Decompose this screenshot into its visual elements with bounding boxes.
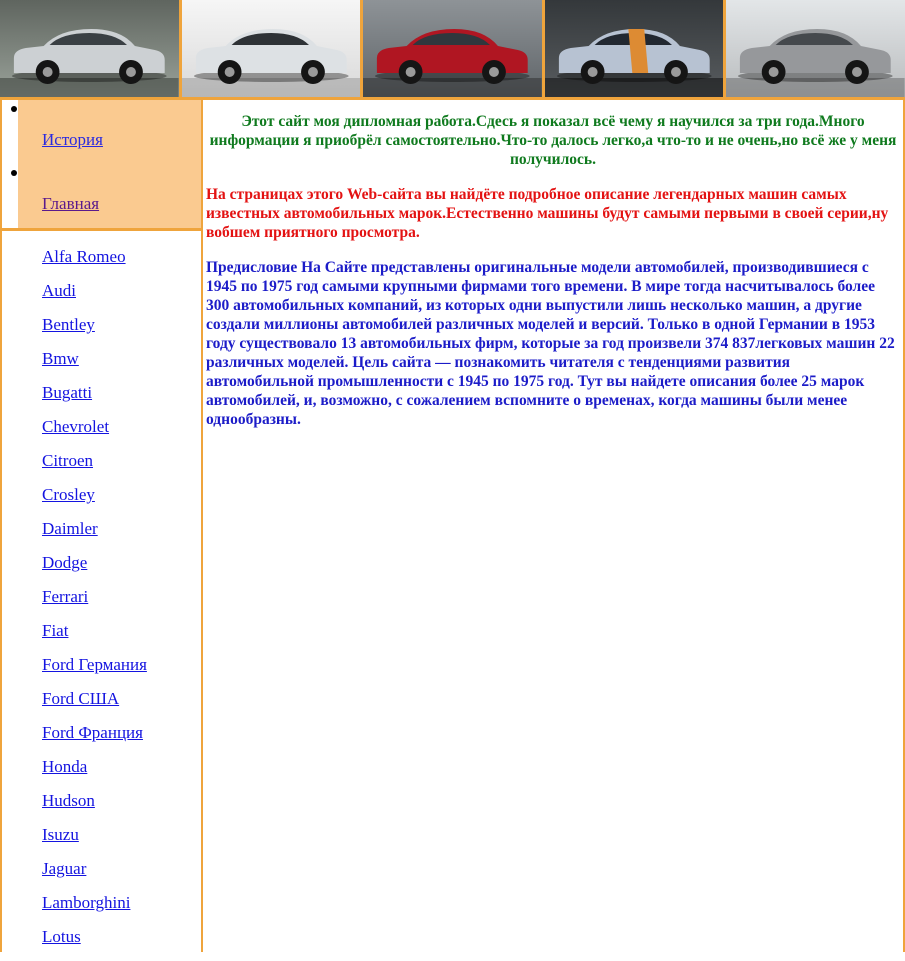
home-links-list (18, 100, 201, 218)
car-photo-banner (0, 0, 905, 100)
sidebar-navigation (0, 100, 203, 952)
sidebar-brand-link[interactable]: Ford Франция (42, 723, 143, 742)
sidebar-brand-link[interactable]: Isuzu (42, 825, 79, 844)
home-list-item (42, 164, 201, 218)
intro-paragraph: Этот сайт моя дипломная работа.Сдесь я показал всё чему я научился за три года.Много информации я приобрёл самостоятельно.Что-то далось легко,а что-то и не очень,но всё же у меня получилось. (209, 113, 897, 168)
brand-list-item (42, 859, 201, 893)
sidebar-brand-link[interactable]: Ferrari (42, 587, 89, 606)
bullet-icon (11, 170, 17, 176)
brand-list-item (42, 485, 201, 519)
brand-links-list (2, 231, 201, 961)
home-list-item (42, 100, 201, 154)
car-illustration (0, 0, 179, 97)
brand-list-item (42, 247, 201, 281)
brand-list-item (42, 281, 201, 315)
car-illustration (545, 0, 724, 97)
sidebar-brand-link[interactable]: Fiat (42, 621, 69, 640)
sidebar-brand-link[interactable]: Ford Германия (42, 655, 147, 674)
brand-list-item (42, 587, 201, 621)
sidebar-brand-link[interactable]: Bentley (42, 315, 95, 334)
sidebar-brand-link[interactable]: Crosley (42, 485, 95, 504)
brand-list-item (42, 689, 201, 723)
main-layout (0, 100, 905, 952)
sidebar-brand-link[interactable]: Daimler (42, 519, 98, 538)
brand-list-item (42, 655, 201, 689)
main-content (203, 100, 905, 952)
sidebar-home-link[interactable]: Главная (42, 194, 100, 213)
sidebar-brand-link[interactable]: Honda (42, 757, 88, 776)
sidebar-brand-link[interactable]: Ford США (42, 689, 120, 708)
sidebar-brand-link[interactable]: Audi (42, 281, 76, 300)
car-illustration (726, 0, 905, 97)
welcome-paragraph: На страницах этого Web-сайта вы найдёте подробное описание легендарных машин самых известных автомобильных марок.Естественно машины будут самыми первыми в своей серии,ну вобшем приятного просмотра. (206, 186, 889, 241)
brand-list-item (42, 315, 201, 349)
sidebar-brand-link[interactable]: Citroen (42, 451, 93, 470)
sidebar-brand-link[interactable]: Hudson (42, 791, 95, 810)
brand-list-item (42, 723, 201, 757)
sidebar-brand-link[interactable]: Dodge (42, 553, 88, 572)
brand-list-item (42, 621, 201, 655)
sidebar-brand-link[interactable]: Bmw (42, 349, 79, 368)
brand-list-item (42, 451, 201, 485)
banner-photo-silver-crossover[interactable] (0, 0, 179, 97)
brand-list-item (42, 519, 201, 553)
preface-paragraph: Предисловие На Сайте представлены оригинальные модели автомобилей, производившиеся с 1945 по 1975 год самыми крупными фирмами того времени. В мире тогда насчитывалось более 300 автомобильных компаний, из которых одни выпустили лишь несколько машин, а другие создали миллионы автомобилей различных моделей и версий. Только в одной Германии в 1953 году существовало 13 автомобильных фирм, которые за год произвели 374 837легковых машин 22 различных моделей. Цель сайта — познакомить читателя с тенденциями развития автомобильной промышленности с 1945 по 1975 год. Тут вы найдете описания более 25 марок автомобилей, и, возможно, с сожалением вспомните о временах, когда машины были менее однообразны. (206, 259, 895, 428)
car-illustration (363, 0, 542, 97)
banner-photo-gray-coupe[interactable] (726, 0, 905, 97)
brand-list-item (42, 825, 201, 859)
brand-list-item (42, 893, 201, 927)
sidebar-home-link[interactable]: История (42, 130, 103, 149)
brand-list-item (42, 757, 201, 791)
car-illustration (182, 0, 361, 97)
sidebar-brand-link[interactable]: Lamborghini (42, 893, 131, 912)
sidebar-brand-link[interactable]: Alfa Romeo (42, 247, 126, 266)
banner-photo-silver-convertible[interactable] (182, 0, 361, 97)
sidebar-brand-link[interactable]: Lotus (42, 927, 81, 946)
bullet-icon (11, 106, 17, 112)
brand-list-item (42, 791, 201, 825)
brand-list-item (42, 927, 201, 961)
banner-photo-red-sedan[interactable] (363, 0, 542, 97)
brand-list-item (42, 553, 201, 587)
sidebar-home-section (2, 100, 201, 231)
sidebar-brand-link[interactable]: Chevrolet (42, 417, 110, 436)
banner-photo-silver-sportscar-orange-stripe[interactable] (545, 0, 724, 97)
sidebar-brand-link[interactable]: Jaguar (42, 859, 87, 878)
brand-list-item (42, 349, 201, 383)
sidebar-brand-link[interactable]: Bugatti (42, 383, 93, 402)
brand-list-item (42, 417, 201, 451)
brand-list-item (42, 383, 201, 417)
